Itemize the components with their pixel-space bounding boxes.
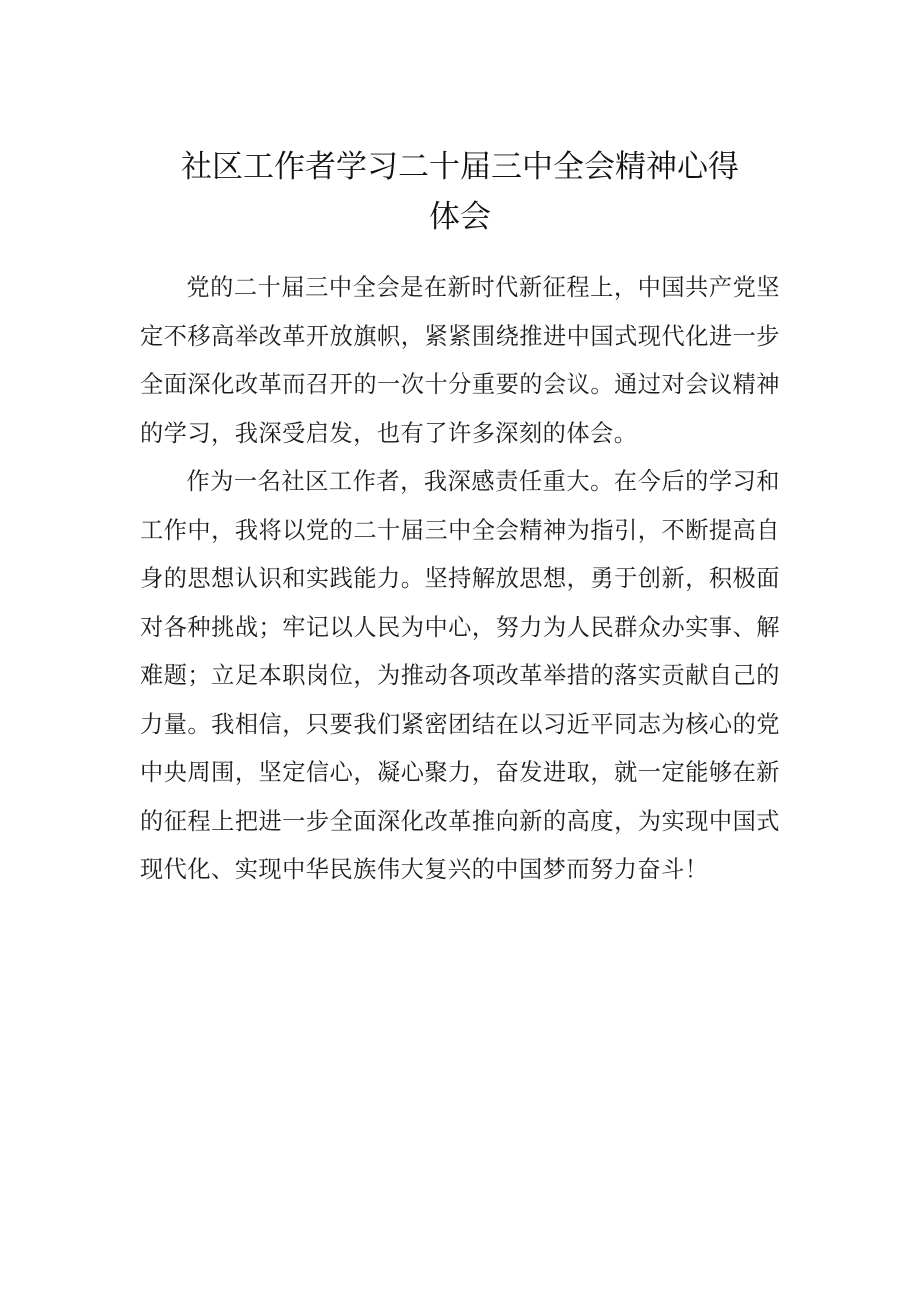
document-title	[140, 142, 780, 242]
document-body	[140, 264, 780, 895]
document-title-line-2: 体会	[429, 199, 491, 235]
paragraph-1: 党的二十届三中全会是在新时代新征程上，中国共产党坚定不移高举改革开放旗帜，紧紧围绕推进中国式现代化进一步全面深化改革而召开的一次十分重要的会议。通过对会议精神的学习，我深受启发，也有了许多深刻的体会。	[140, 274, 780, 447]
document-title-line-1: 社区工作者学习二十届三中全会精神心得	[181, 149, 739, 185]
paragraph-2: 作为一名社区工作者，我深感责任重大。在今后的学习和工作中，我将以党的二十届三中全会精神为指引，不断提高自身的思想认识和实践能力。坚持解放思想，勇于创新，积极面对各种挑战；牢记以人民为中心，努力为人民群众办实事、解难题；立足本职岗位，为推动各项改革举措的落实贡献自己的力量。我相信，只要我们紧密团结在以习近平同志为核心的党中央周围，坚定信心，凝心聚力，奋发进取，就一定能够在新的征程上把进一步全面深化改革推向新的高度，为实现中国式现代化、实现中华民族伟大复兴的中国梦而努力奋斗！	[140, 468, 780, 883]
